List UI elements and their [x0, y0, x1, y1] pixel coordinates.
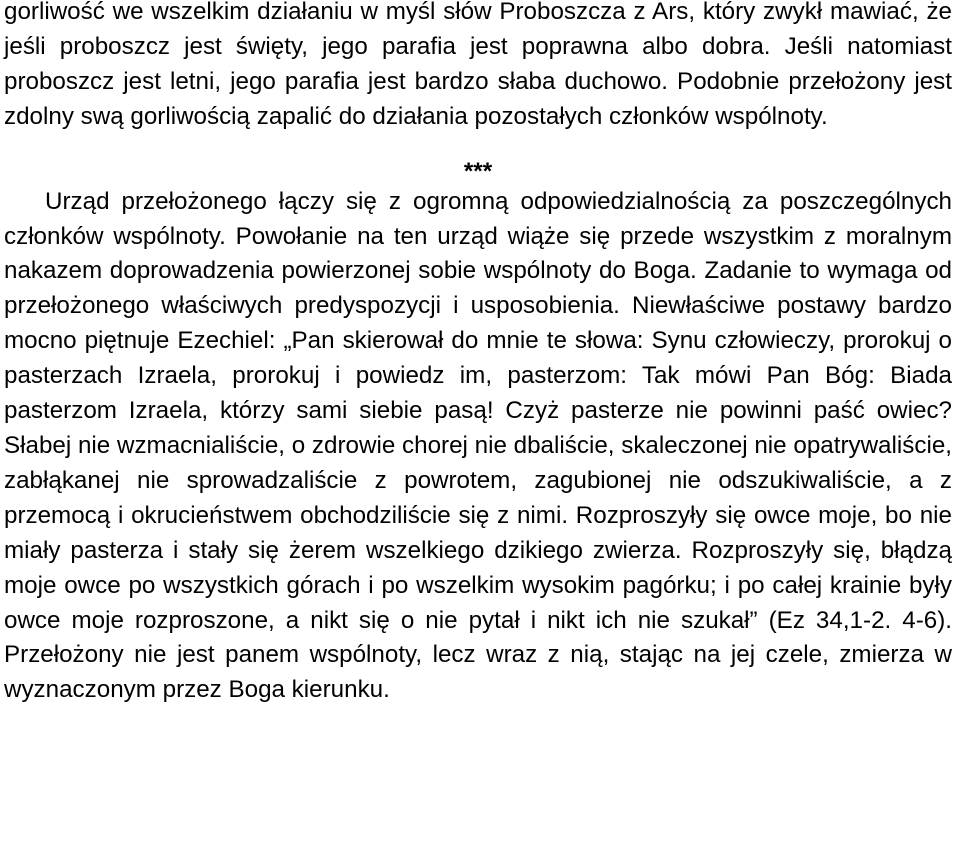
section-separator: ***	[463, 157, 493, 185]
paragraph-continued: gorliwość we wszelkim działaniu w myśl słów Proboszcza z Ars, który zwykł mawiać, że jeśli proboszcz jest święty, jego parafia jest poprawna albo dobra. Jeśli natomiast proboszcz jest letni, jego parafia jest bardzo słaba duchowo. Podobnie przełożony jest zdolny swą gorliwością zapalić do działania pozostałych członków wspólnoty.	[4, 0, 952, 130]
paragraph-main: Urząd przełożonego łączy się z ogromną odpowiedzialnością za poszczególnych członków wspólnoty. Powołanie na ten urząd wiąże się przede wszystkim z moralnym nakazem doprowadzenia powierzonej sobie wspólnoty do Boga. Zadanie to wymaga od przełożonego właściwych predyspozycji i usposobienia. Niewłaściwe postawy bardzo mocno piętnuje Ezechiel: „Pan skierował do mnie te słowa: Synu człowieczy, prorokuj o pasterzach Izraela, prorokuj i powiedz im, pasterzom: Tak mówi Pan Bóg: Biada pasterzom Izraela, którzy sami siebie pasą! Czyż pasterze nie powinni paść owiec? Słabej nie wzmacnialiście, o zdrowie chorej nie dbaliście, skaleczonej nie opatrywaliście, zabłąkanej nie sprowadzaliście z powrotem, zagubionej nie odszukiwaliście, a z przemocą i okrucieństwem obchodziliście się z nimi. Rozproszyły się owce moje, bo nie miały pasterza i stały się żerem wszelkiego dzikiego zwierza. Rozproszyły się, błądzą moje owce po wszystkich górach i po wszelkim wysokim pagórku; i po całej krainie były owce moje rozproszone, a nikt się o nie pytał i nikt ich nie szukał” (Ez 34,1-2. 4-6). Przełożony nie jest panem wspólnoty, lecz wraz z nią, stając na jej czele, zmierza w wyznaczonym przez Boga kierunku.	[4, 187, 952, 704]
